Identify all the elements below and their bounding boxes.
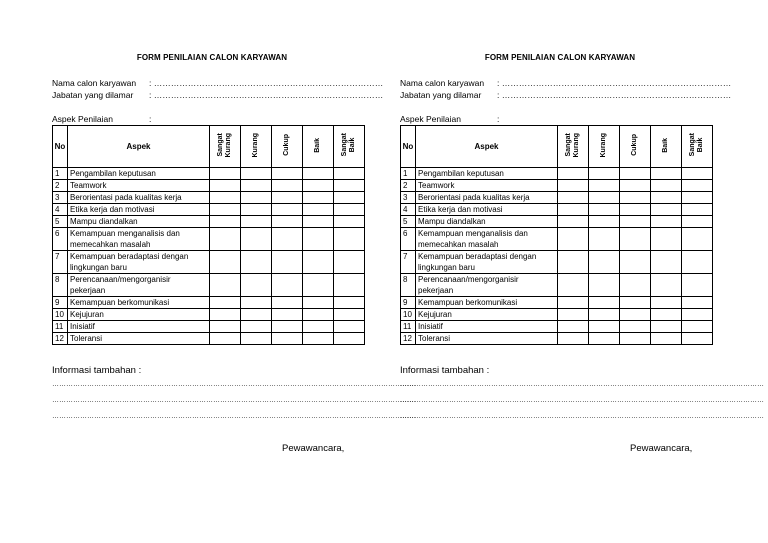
row-number: 3 [53,192,68,204]
table-row [53,168,365,180]
rating-cell-sangat-baik[interactable] [682,204,713,216]
table-row [401,204,713,216]
header-sangat-baik-label: Sangat Baik [689,133,704,157]
row-number: 12 [401,333,416,345]
row-aspek: Berorientasi pada kualitas kerja [68,192,210,204]
table-row [53,228,365,251]
rating-cell-sangat-kurang[interactable] [210,309,241,321]
row-aspek: Pengambilan keputusan [68,168,210,180]
table-row [53,297,365,309]
rating-cell-kurang[interactable] [589,251,620,274]
row-aspek: Toleransi [68,333,210,345]
table-row [401,180,713,192]
rating-cell-cukup[interactable] [272,333,303,345]
form-title: FORM PENILAIAN CALON KARYAWAN [484,53,636,62]
informasi-line-1[interactable]: ………………………………………………………………………………………………………………………………………… [52,381,416,388]
rating-cell-sangat-kurang[interactable] [558,251,589,274]
header-no: No [401,126,416,168]
rating-cell-cukup[interactable] [620,204,651,216]
rating-cell-baik[interactable] [303,228,334,251]
rating-cell-kurang[interactable] [589,228,620,251]
header-kurang-label: Kurang [600,132,607,158]
rating-cell-cukup[interactable] [272,228,303,251]
rating-cell-baik[interactable] [303,321,334,333]
rating-cell-sangat-baik[interactable] [682,274,713,297]
field-jabatan-label: Jabatan yang dilamar [400,90,482,100]
rating-cell-sangat-baik[interactable] [682,228,713,251]
informasi-line-2[interactable]: ………………………………………………………………………………………………………………………………………… [400,397,764,404]
rating-cell-baik[interactable] [303,274,334,297]
rating-cell-baik[interactable] [303,297,334,309]
field-jabatan-value[interactable]: : ……………………………………………………………………… [497,90,732,100]
row-number: 5 [53,216,68,228]
aspek-penilaian-colon: : [149,114,152,124]
informasi-line-3[interactable]: ………………………………………………………………………………………………………………………………………… [400,413,764,420]
row-aspek: Teamwork [68,180,210,192]
table-header-row [53,126,365,168]
rating-cell-cukup[interactable] [272,251,303,274]
header-aspek: Aspek [416,126,558,168]
table-row [401,251,713,274]
rating-cell-sangat-kurang[interactable] [558,168,589,180]
field-jabatan-label: Jabatan yang dilamar [52,90,134,100]
header-aspek: Aspek [68,126,210,168]
rating-cell-baik[interactable] [651,168,682,180]
rating-cell-sangat-baik[interactable] [334,204,365,216]
rating-cell-baik[interactable] [651,297,682,309]
rating-cell-cukup[interactable] [272,216,303,228]
rating-cell-baik[interactable] [651,228,682,251]
aspek-penilaian-label: Aspek Penilaian [400,114,461,124]
row-number: 10 [401,309,416,321]
rating-cell-cukup[interactable] [620,228,651,251]
rating-cell-cukup[interactable] [620,251,651,274]
table-row [53,251,365,274]
row-number: 7 [53,251,68,274]
rating-cell-cukup[interactable] [620,192,651,204]
rating-cell-cukup[interactable] [620,297,651,309]
table-row [53,274,365,297]
rating-cell-sangat-kurang[interactable] [210,180,241,192]
rating-cell-sangat-kurang[interactable] [558,274,589,297]
rating-cell-cukup[interactable] [620,333,651,345]
header-cukup-label: Cukup [631,134,638,156]
rating-cell-sangat-baik[interactable] [682,309,713,321]
row-number: 6 [53,228,68,251]
informasi-line-2[interactable]: ………………………………………………………………………………………………………………………………………… [52,397,416,404]
rating-cell-cukup[interactable] [272,309,303,321]
rating-cell-baik[interactable] [651,180,682,192]
rating-cell-kurang[interactable] [589,216,620,228]
rating-cell-cukup[interactable] [272,204,303,216]
row-aspek: Mampu diandalkan [68,216,210,228]
rating-cell-baik[interactable] [651,274,682,297]
rating-cell-kurang[interactable] [241,228,272,251]
rating-cell-cukup[interactable] [272,274,303,297]
rating-cell-sangat-baik[interactable] [682,251,713,274]
row-number: 2 [401,180,416,192]
rating-cell-kurang[interactable] [589,168,620,180]
row-aspek: Perencanaan/mengorganisir pekerjaan [68,274,210,297]
rating-cell-sangat-baik[interactable] [682,180,713,192]
field-nama [400,78,731,88]
rating-cell-kurang[interactable] [241,321,272,333]
rating-cell-sangat-kurang[interactable] [210,204,241,216]
table-row [53,321,365,333]
row-number: 9 [401,297,416,309]
rating-cell-cukup[interactable] [272,192,303,204]
table-row [401,216,713,228]
rating-cell-sangat-kurang[interactable] [558,309,589,321]
rating-cell-sangat-baik[interactable] [682,216,713,228]
rating-cell-sangat-kurang[interactable] [210,333,241,345]
row-aspek: Kemampuan menganalisis dan memecahkan masalah [416,228,558,251]
rating-cell-sangat-baik[interactable] [682,321,713,333]
rating-cell-sangat-baik[interactable] [334,297,365,309]
rating-cell-sangat-baik[interactable] [334,321,365,333]
header-kurang [241,126,272,168]
row-number: 7 [401,251,416,274]
rating-cell-cukup[interactable] [620,216,651,228]
field-nama [52,78,383,88]
header-kurang-label: Kurang [252,132,259,158]
rating-cell-sangat-kurang[interactable] [210,321,241,333]
rating-cell-sangat-kurang[interactable] [210,216,241,228]
rating-cell-sangat-baik[interactable] [334,333,365,345]
rating-cell-sangat-kurang[interactable] [558,228,589,251]
rating-cell-sangat-baik[interactable] [334,168,365,180]
rating-cell-baik[interactable] [651,309,682,321]
row-number: 11 [53,321,68,333]
header-baik [303,126,334,168]
table-row [401,168,713,180]
informasi-line-3[interactable]: ………………………………………………………………………………………………………………………………………… [52,413,416,420]
table-row [401,297,713,309]
rating-cell-baik[interactable] [303,192,334,204]
row-aspek: Etika kerja dan motivasi [416,204,558,216]
rating-cell-baik[interactable] [303,251,334,274]
row-aspek: Inisiatif [68,321,210,333]
header-kurang [589,126,620,168]
rating-cell-cukup[interactable] [620,309,651,321]
field-jabatan-value[interactable]: : ……………………………………………………………………… [149,90,384,100]
rating-cell-cukup[interactable] [272,180,303,192]
rating-cell-kurang[interactable] [589,321,620,333]
header-cukup [272,126,303,168]
table-row [53,192,365,204]
row-aspek: Kemampuan beradaptasi dengan lingkungan baru [68,251,210,274]
row-aspek: Mampu diandalkan [416,216,558,228]
aspek-penilaian-colon: : [497,114,500,124]
rating-cell-sangat-kurang[interactable] [558,216,589,228]
rating-cell-kurang[interactable] [241,168,272,180]
table-row [401,309,713,321]
rating-cell-sangat-kurang[interactable] [210,168,241,180]
rating-cell-kurang[interactable] [241,180,272,192]
rating-cell-kurang[interactable] [589,333,620,345]
row-aspek: Kejujuran [68,309,210,321]
rating-cell-sangat-kurang[interactable] [558,321,589,333]
field-jabatan [400,90,731,100]
rating-cell-sangat-kurang[interactable] [558,297,589,309]
row-aspek: Perencanaan/mengorganisir pekerjaan [416,274,558,297]
header-sangat-baik [682,126,713,168]
row-aspek: Teamwork [416,180,558,192]
rating-cell-kurang[interactable] [589,309,620,321]
rating-cell-kurang[interactable] [241,216,272,228]
row-number: 8 [401,274,416,297]
table-row [53,333,365,345]
rating-cell-sangat-baik[interactable] [682,333,713,345]
table-row [53,309,365,321]
aspek-penilaian-heading [52,114,151,124]
rating-cell-sangat-kurang[interactable] [210,192,241,204]
row-number: 1 [401,168,416,180]
rating-cell-baik[interactable] [303,216,334,228]
rating-cell-kurang[interactable] [589,192,620,204]
rating-cell-sangat-kurang[interactable] [210,251,241,274]
row-aspek: Kemampuan beradaptasi dengan lingkungan baru [416,251,558,274]
informasi-tambahan-label: Informasi tambahan : [52,365,142,376]
row-aspek: Kejujuran [416,309,558,321]
header-cukup [620,126,651,168]
table-row [401,333,713,345]
rating-cell-kurang[interactable] [241,309,272,321]
header-baik-label: Baik [314,137,321,153]
row-number: 4 [53,204,68,216]
rating-cell-baik[interactable] [303,180,334,192]
row-aspek: Kemampuan berkomunikasi [68,297,210,309]
rating-cell-baik[interactable] [651,321,682,333]
rating-cell-sangat-kurang[interactable] [558,180,589,192]
header-sangat-baik [334,126,365,168]
rating-cell-cukup[interactable] [620,168,651,180]
rating-cell-baik[interactable] [651,216,682,228]
header-no: No [53,126,68,168]
rating-cell-kurang[interactable] [241,297,272,309]
row-number: 11 [401,321,416,333]
rating-cell-sangat-kurang[interactable] [558,204,589,216]
rating-cell-cukup[interactable] [272,168,303,180]
rating-cell-sangat-kurang[interactable] [210,274,241,297]
rating-cell-sangat-baik[interactable] [334,228,365,251]
rating-cell-kurang[interactable] [241,333,272,345]
rating-cell-baik[interactable] [651,192,682,204]
row-aspek: Etika kerja dan motivasi [68,204,210,216]
rating-cell-cukup[interactable] [620,321,651,333]
rating-cell-cukup[interactable] [272,297,303,309]
row-number: 9 [53,297,68,309]
field-nama-value[interactable]: : ……………………………………………………………………… [149,78,384,88]
field-nama-label: Nama calon karyawan [52,78,137,88]
informasi-line-1[interactable]: ………………………………………………………………………………………………………………………………………… [400,381,764,388]
rating-cell-kurang[interactable] [241,274,272,297]
row-number: 3 [401,192,416,204]
row-aspek: Pengambilan keputusan [416,168,558,180]
header-sangat-kurang [210,126,241,168]
rating-cell-kurang[interactable] [241,251,272,274]
header-cukup-label: Cukup [283,134,290,156]
row-aspek: Kemampuan menganalisis dan memecahkan masalah [68,228,210,251]
field-nama-value[interactable]: : ……………………………………………………………………… [497,78,732,88]
rating-cell-sangat-baik[interactable] [334,309,365,321]
rating-cell-kurang[interactable] [589,297,620,309]
rating-cell-baik[interactable] [303,168,334,180]
row-number: 2 [53,180,68,192]
rating-cell-sangat-baik[interactable] [682,168,713,180]
rating-cell-baik[interactable] [651,204,682,216]
row-number: 4 [401,204,416,216]
rating-cell-cukup[interactable] [272,321,303,333]
rating-cell-kurang[interactable] [589,180,620,192]
row-number: 8 [53,274,68,297]
assessment-table [52,125,365,345]
row-number: 12 [53,333,68,345]
row-aspek: Inisiatif [416,321,558,333]
row-number: 1 [53,168,68,180]
header-sangat-kurang-label: Sangat Kurang [565,132,580,158]
rating-cell-sangat-baik[interactable] [682,297,713,309]
rating-cell-sangat-baik[interactable] [334,274,365,297]
assessment-table [400,125,713,345]
header-baik-label: Baik [662,137,669,153]
form-title: FORM PENILAIAN CALON KARYAWAN [136,53,288,62]
row-number: 6 [401,228,416,251]
rating-cell-kurang[interactable] [241,204,272,216]
header-sangat-kurang-label: Sangat Kurang [217,132,232,158]
row-number: 5 [401,216,416,228]
header-sangat-kurang [558,126,589,168]
rating-cell-baik[interactable] [303,309,334,321]
row-number: 10 [53,309,68,321]
aspek-penilaian-label: Aspek Penilaian [52,114,113,124]
aspek-penilaian-heading [400,114,499,124]
field-nama-label: Nama calon karyawan [400,78,485,88]
rating-cell-baik[interactable] [651,251,682,274]
table-row [53,216,365,228]
field-jabatan [52,90,383,100]
rating-cell-sangat-kurang[interactable] [210,228,241,251]
rating-cell-sangat-baik[interactable] [334,251,365,274]
table-row [53,204,365,216]
rating-cell-sangat-kurang[interactable] [210,297,241,309]
header-baik [651,126,682,168]
pewawancara-signature-label: Pewawancara, [282,443,345,454]
rating-cell-baik[interactable] [303,333,334,345]
rating-cell-kurang[interactable] [241,192,272,204]
table-row [53,180,365,192]
rating-cell-sangat-baik[interactable] [682,192,713,204]
rating-cell-sangat-kurang[interactable] [558,192,589,204]
informasi-tambahan-label: Informasi tambahan : [400,365,490,376]
rating-cell-sangat-baik[interactable] [334,192,365,204]
rating-cell-sangat-kurang[interactable] [558,333,589,345]
rating-cell-cukup[interactable] [620,180,651,192]
row-aspek: Toleransi [416,333,558,345]
row-aspek: Kemampuan berkomunikasi [416,297,558,309]
rating-cell-sangat-baik[interactable] [334,216,365,228]
table-row [401,228,713,251]
table-row [401,274,713,297]
rating-cell-sangat-baik[interactable] [334,180,365,192]
rating-cell-kurang[interactable] [589,204,620,216]
rating-cell-baik[interactable] [651,333,682,345]
pewawancara-signature-label: Pewawancara, [630,443,693,454]
table-header-row [401,126,713,168]
rating-cell-baik[interactable] [303,204,334,216]
table-row [401,321,713,333]
rating-cell-cukup[interactable] [620,274,651,297]
row-aspek: Berorientasi pada kualitas kerja [416,192,558,204]
header-sangat-baik-label: Sangat Baik [341,133,356,157]
rating-cell-kurang[interactable] [589,274,620,297]
table-row [401,192,713,204]
